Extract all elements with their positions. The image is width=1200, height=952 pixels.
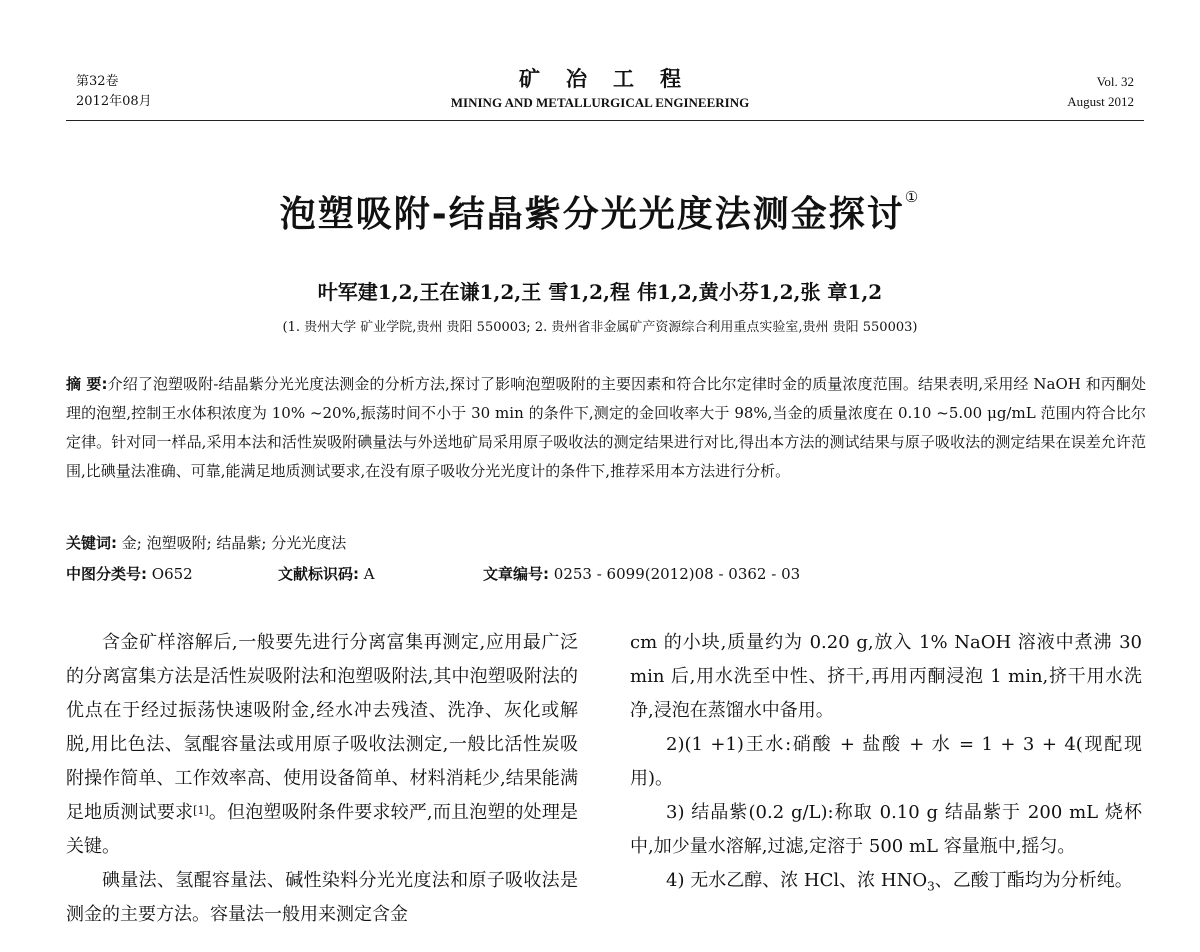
article-title: [100, 186, 1100, 237]
article-no-value: 0253 - 6099(2012)08 - 0362 - 03: [553, 565, 801, 583]
title-footnote-mark: ①: [904, 188, 921, 206]
reagent-text: 4) 无水乙醇、浓 HCl、浓 HNO: [666, 870, 928, 891]
article-title-text: 泡塑吸附-结晶紫分光光度法测金探讨: [279, 194, 905, 235]
doc-code-label: 文献标识码:: [278, 565, 359, 583]
abstract-text: 介绍了泡塑吸附-结晶紫分光光度法测金的分析方法,探讨了影响泡塑吸附的主要因素和符合比尔定律时金的质量浓度范围。结果表明,采用经 NaOH 和丙酮处理的泡塑,控制王水体积浓度为 10% ~20%,振荡时间不小于 30 min 的条件下,测定的金回收率大于 98%,当金的质量浓度在 0.10 ~5.00 μg/mL 范围内符合比尔定律。针对同一样品,采用本法和活性炭吸附碘量法与外送地矿局采用原子吸收法的测定结果进行对比,得出本方法的测试结果与原子吸收法的测定结果在误差允许范围,比碘量法准确、可靠,能满足地质测试要求,在没有原子吸收分光光度计的条件下,推荐采用本方法进行分析。: [66, 375, 1146, 480]
paragraph-text-cont: 。但泡塑吸附条件要求较严,而且泡塑的处理是关键。: [66, 802, 578, 857]
clc-label: 中图分类号:: [66, 565, 147, 583]
keywords-label: 关键词:: [66, 534, 117, 552]
date-en: August 2012: [1067, 94, 1134, 109]
subscript: 3: [927, 879, 935, 894]
article-no-item: [483, 562, 800, 586]
article-no-label: 文章编号:: [483, 565, 549, 583]
body-paragraph: [66, 626, 578, 864]
journal-title-en: MINING AND METALLURGICAL ENGINEERING: [450, 95, 750, 110]
reagent-item: [630, 864, 1142, 904]
volume-cn: 第32卷: [76, 74, 119, 89]
paragraph-text: 含金矿样溶解后,一般要先进行分离富集再测定,应用最广泛的分离富集方法是活性炭吸附法和泡塑吸附法,其中泡塑吸附法的优点在于经过振荡快速吸附金,经水冲去残渣、洗净、灰化或解脱,用比色法、氢醌容量法或用原子吸收法测定,一般比活性炭吸附操作简单、工作效率高、使用设备简单、材料消耗少,结果能满足地质测试要求: [66, 632, 578, 823]
reagent-item: 2)(1 +1)王水:硝酸 + 盐酸 + 水 = 1 + 3 + 4(现配现用)。: [630, 734, 1142, 789]
journal-title-cn: 矿冶工程: [519, 66, 707, 91]
header-center: [300, 66, 900, 112]
date-cn: 2012年08月: [76, 94, 152, 109]
body-column-left: [66, 626, 578, 932]
reagent-item: 3) 结晶紫(0.2 g/L):称取 0.10 g 结晶紫于 200 mL 烧杯中,加少量水溶解,过滤,定溶于 500 mL 容量瓶中,摇匀。: [630, 802, 1142, 857]
body-paragraph: cm 的小块,质量约为 0.20 g,放入 1% NaOH 溶液中煮沸 30 min 后,用水洗至中性、挤干,再用丙酮浸泡 1 min,挤干用水洗净,浸泡在蒸馏水中备用。: [630, 632, 1142, 721]
body-column-right: [630, 626, 1142, 904]
clc-value: O652: [151, 565, 193, 583]
citation-ref: [1]: [193, 804, 209, 817]
header-divider: [66, 120, 1144, 121]
keywords: [66, 531, 346, 555]
header-left: [76, 72, 152, 112]
header-right: [1067, 72, 1134, 112]
body-paragraph: 碘量法、氢醌容量法、碱性染料分光光度法和原子吸收法是测金的主要方法。容量法一般用来测定含金: [66, 870, 578, 925]
abstract: [66, 370, 1146, 486]
volume-en: Vol. 32: [1096, 74, 1134, 89]
abstract-label: 摘 要:: [66, 375, 108, 393]
keywords-text: 金; 泡塑吸附; 结晶紫; 分光光度法: [121, 534, 347, 552]
affiliations: (1. 贵州大学 矿业学院,贵州 贵阳 550003; 2. 贵州省非金属矿产资源综合利用重点实验室,贵州 贵阳 550003): [282, 320, 918, 335]
author-list: 叶军建1,2,王在谦1,2,王 雪1,2,程 伟1,2,黄小芬1,2,张 章1,2: [317, 280, 883, 304]
doc-code-item: [278, 562, 375, 586]
clc-item: [66, 562, 193, 586]
reagent-text-cont: 、乙酸丁酯均为分析纯。: [934, 870, 1133, 891]
doc-code-value: A: [363, 565, 375, 583]
